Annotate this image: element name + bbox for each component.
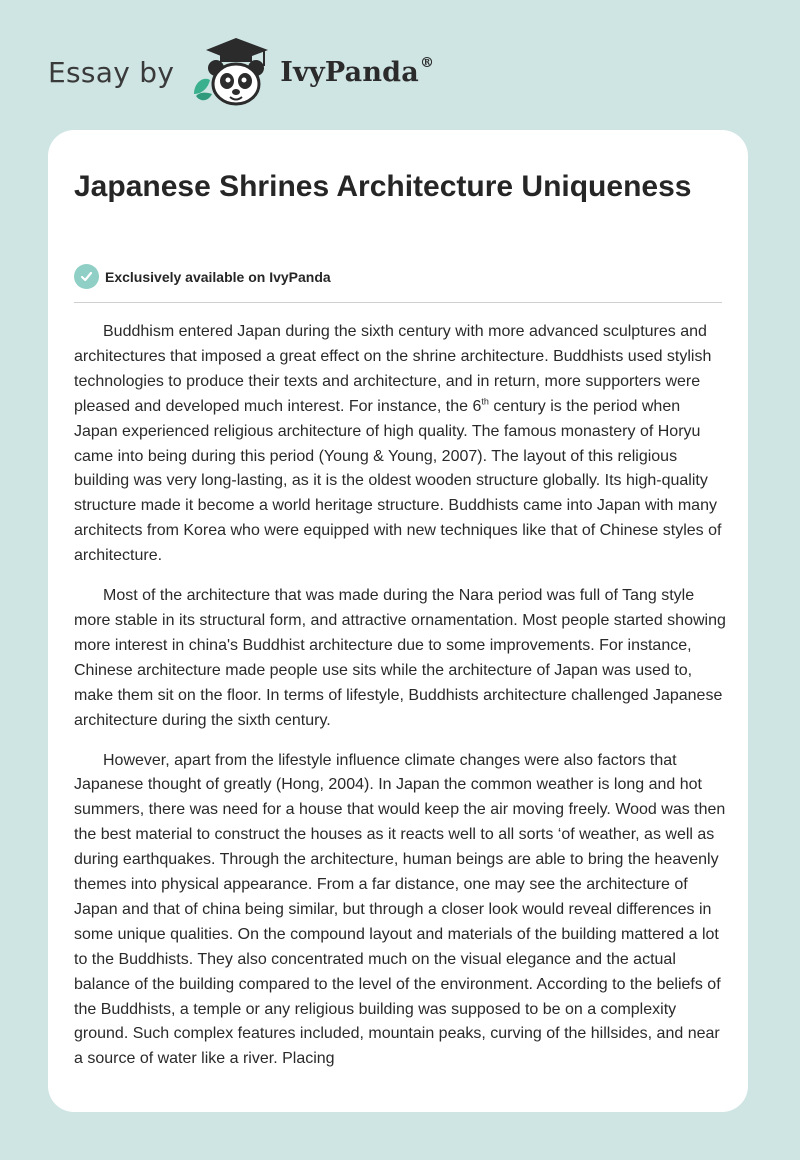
paragraph-1: Buddhism entered Japan during the sixth century with more advanced sculptures and architectures that imposed a great effect on the shrine architecture. Buddhists used stylish technologies to produce their texts and architecture, and in return, more supporters were pleased and developed much interest. For instance, the 6th century is the period when Japan experienced religious architecture of high quality. The famous monastery of Horyu came into being during this period (Young & Young, 2007). The layout of this religious building was very long-lasting, as it is the oldest wooden structure globally. Its high-quality structure made it become a world heritage structure. Buddhists came into Japan with many architects from Korea who were equipped with new techniques like that of Chinese styles of architecture. [74,323,722,565]
essay-body [74,320,726,1080]
divider [74,302,722,303]
exclusive-badge-text: Exclusively available on IvyPanda [105,268,331,285]
check-icon [74,264,99,289]
essay-by-label: Essay by [48,55,175,89]
registered-mark: ® [419,54,435,71]
brand-name[interactable]: IvyPanda® [280,54,435,88]
panda-logo-icon[interactable] [190,36,274,108]
exclusive-badge [74,264,331,289]
site-header [48,36,434,108]
paragraph-2: Most of the architecture that was made during the Nara period was full of Tang style more stable in its structural form, and attractive ornamentation. Most people started showing more interest in china's Buddhist architecture due to some improvements. For instance, Chinese architecture made people use sits while the architecture of Japan was used to, make them sit on the floor. In terms of lifestyle, Buddhists architecture challenged Japanese architecture during the sixth century. [74,587,726,729]
ordinal-suffix: th [481,396,489,407]
essay-card [48,130,748,1112]
essay-title: Japanese Shrines Architecture Uniqueness [74,170,692,203]
paragraph-3: However, apart from the lifestyle influence climate changes were also factors that Japanese thought of greatly (Hong, 2004). In Japan the common weather is long and hot summers, there was need for a house that would keep the air moving freely. Wood was then the best material to construct the houses as it reacts well to all sorts ‘of weather, as well as during earthquakes. Through the architecture, human beings are able to bring the heavenly themes into physical appearance. From a far distance, one may see the architecture of Japan and that of china being similar, but through a closer look would reveal differences in some unique qualities. On the compound layout and materials of the building mattered a lot to the Buddhists. They also concentrated much on the visual elegance and the actual balance of the building compared to the level of the environment. According to the beliefs of the Buddhists, a temple or any religious building was supposed to be on a complexity ground. Such complex features included, mountain peaks, curving of the hillsides, and near a source of water like a river. Placing [74,751,726,1068]
